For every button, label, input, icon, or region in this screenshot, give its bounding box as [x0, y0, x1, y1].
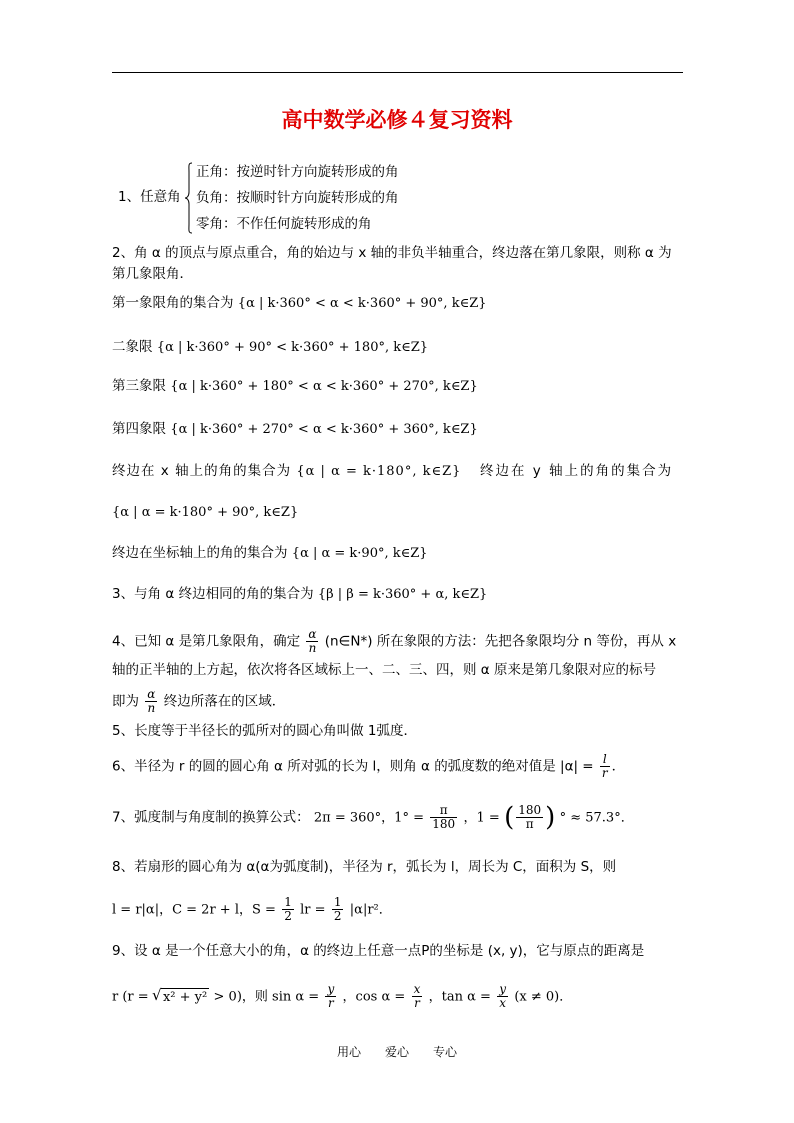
header-rule	[112, 72, 683, 73]
q2-expr: {α | k·360° + 90° < k·360° + 180°, k∈Z}	[156, 340, 429, 355]
x-label: 终边在 x 轴上的角的集合为	[112, 463, 292, 479]
item7-e3: ° ≈ 57.3°．	[559, 810, 634, 826]
q3-label: 第三象限	[112, 378, 166, 394]
x-over-r: $\frac{x}{r}$	[413, 982, 421, 1010]
item2-line1: 2、角 α 的顶点与原点重合，角的始边与 x 轴的非负半轴重合，终边落在第几象限，则称 α 为	[112, 245, 672, 261]
q2-label: 二象限	[112, 339, 153, 355]
x-expr: {α | α = k·180°, k∈Z}	[296, 464, 462, 479]
alpha-over-n: $\frac{\alpha}{n}$	[308, 627, 317, 655]
item2-line2: 第几象限角．	[112, 266, 193, 282]
item4-l3b: 终边所落在的区域．	[163, 693, 286, 710]
q4-label: 第四象限	[112, 421, 166, 437]
item6: 6、半径为 r 的圆的圆心角 α 所对弧的长为 l，则角 α 的弧度数的绝对值是 |α| = $\frac{l}{r}$ ．	[112, 752, 626, 780]
item3	[112, 585, 487, 604]
item9-r2: > 0)，则 sin α =	[213, 989, 320, 1005]
pi-over-180: $\frac{\pi}{180}$	[432, 803, 456, 831]
item4-line3	[112, 688, 285, 715]
x-axis-set	[112, 462, 461, 481]
y-expr: {α | α = k·180° + 90°, k∈Z}	[112, 505, 299, 520]
quadrant4-set	[112, 420, 478, 439]
item9-end: (x ≠ 0)．	[514, 989, 573, 1005]
item4-line1	[112, 628, 676, 655]
item5: 5、长度等于半径长的弧所对的圆心角叫做 1弧度．	[112, 723, 417, 739]
axis-set	[112, 544, 428, 563]
item4-l3a: 即为	[112, 693, 139, 710]
item1-brace	[185, 162, 193, 234]
page-footer: 用心 爱心 专心	[336, 1045, 457, 1059]
item7-label: 7、弧度制与角度制的换算公式：	[112, 809, 310, 826]
item9-r: r (r =	[112, 989, 149, 1005]
item8-l2b: lr =	[300, 902, 326, 918]
item9-line2	[112, 983, 572, 1010]
axis-expr: {α | α = k·90°, k∈Z}	[291, 546, 428, 561]
180-over-pi: $\frac{180}{\pi}$	[518, 803, 542, 831]
item9-cos: ，cos α =	[342, 989, 406, 1005]
l-over-r: $\frac{l}{r}$	[601, 752, 608, 780]
page-title: 高中数学必修４复习资料	[281, 107, 513, 132]
item9-line1: 9、设 α 是一个任意大小的角，α 的终边上任意一点P的坐标是 (x, y)，它与原点的距离是	[112, 943, 645, 959]
item7: 7、弧度制与角度制的换算公式： 2π = 360°，1° = $\frac{\pi}{180}$ ，1 = ( $\frac{180}{\pi}$ ) ° ≈ 57.3°．	[112, 802, 634, 833]
item7-e2: ，1 =	[463, 810, 500, 826]
item8-l2a: l = r|α|，C = 2r + l，S =	[112, 902, 276, 918]
q1-label: 第一象限角的集合为	[112, 295, 234, 311]
item6-text: 6、半径为 r 的圆的圆心角 α 所对弧的长为 l，则角 α 的弧度数的绝对值是 |α| =	[112, 758, 594, 775]
item4-l1b: (n∈N*) 所在象限的方法：先把各象限均分 n 等份，再从 x	[324, 633, 677, 650]
item1-zero: 零角：不作任何旋转形成的角	[196, 216, 372, 232]
quadrant2-set	[112, 338, 428, 357]
y-axis-label: 终边在 y 轴上的角的集合为	[480, 463, 674, 479]
item3-label: 3、与角 α 终边相同的角的集合为	[112, 586, 314, 602]
item4-l1a: 4、已知 α 是第几象限角，确定	[112, 633, 301, 650]
item4-line2: 轴的正半轴的上方起，依次将各区域标上一、二、三、四，则 α 原来是第几象限对应的标号	[112, 662, 656, 678]
item8-line2	[112, 896, 392, 923]
y-axis-set	[112, 503, 298, 522]
item8-l2c: |α|r²．	[349, 902, 392, 918]
q3-expr: {α | k·360° + 180° < α < k·360° + 270°, k∈Z}	[170, 379, 478, 394]
alpha-over-n-2: $\frac{\alpha}{n}$	[147, 687, 156, 715]
quadrant1-set	[112, 294, 487, 313]
one-half-2: $\frac{1}{2}$	[333, 895, 342, 923]
sqrt-expr: √ x² + y²	[161, 988, 209, 1007]
item8-line1: 8、若扇形的圆心角为 α(α为弧度制)，半径为 r，弧长为 l，周长为 C，面积为 S，则	[112, 859, 617, 875]
y-over-r: $\frac{y}{r}$	[327, 982, 335, 1010]
q4-expr: {α | k·360° + 270° < α < k·360° + 360°, k∈Z}	[170, 422, 478, 437]
item3-expr: {β | β = k·360° + α, k∈Z}	[317, 587, 488, 602]
item7-e1: 2π = 360°，1° =	[313, 810, 424, 826]
axis-label: 终边在坐标轴上的角的集合为	[112, 545, 288, 561]
item1-negative: 负角：按顺时针方向旋转形成的角	[196, 190, 399, 206]
item9-tan: ，tan α =	[428, 989, 491, 1005]
one-half-1: $\frac{1}{2}$	[284, 895, 292, 923]
item1-positive: 正角：按逆时针方向旋转形成的角	[196, 164, 399, 180]
item1-label: 1、任意角	[118, 189, 181, 205]
y-over-x: $\frac{y}{x}$	[499, 982, 507, 1010]
q1-expr: {α | k·360° < α < k·360° + 90°, k∈Z}	[237, 296, 487, 311]
quadrant3-set	[112, 377, 478, 396]
